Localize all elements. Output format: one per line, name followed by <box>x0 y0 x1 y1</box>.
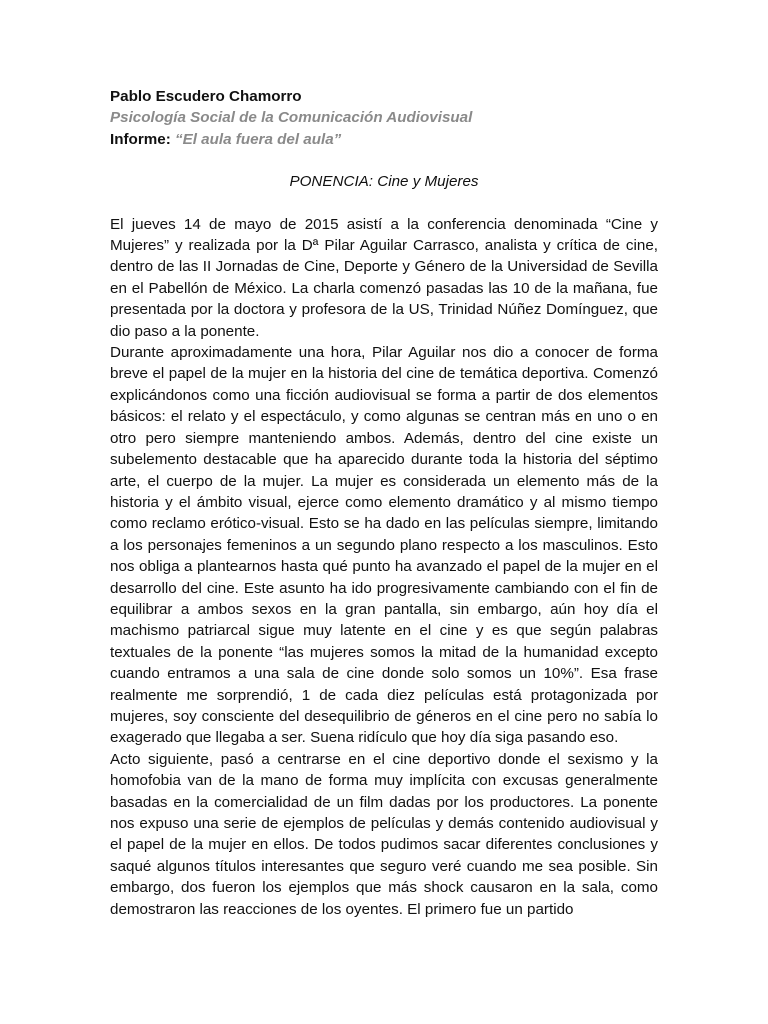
paragraph-1: El jueves 14 de mayo de 2015 asistí a la conferencia denominada “Cine y Mujeres” y realizada por la Dª Pilar Aguilar Carrasco, analista y crítica de cine, dentro de las II Jornadas de Cine, Deporte y Género de la Universidad de Sevilla en el Pabellón de México. La charla comenzó pasadas las 10 de la mañana, fue presentada por la doctora y profesora de la US, Trinidad Núñez Domínguez, que dio paso a la ponente. <box>110 215 658 340</box>
author-name: Pablo Escudero Chamorro <box>110 88 302 105</box>
report-line <box>110 129 658 150</box>
report-label: Informe: <box>110 130 171 148</box>
report-title: “El aula fuera del aula” <box>174 130 342 148</box>
body-text <box>110 214 658 920</box>
course-name: Psicología Social de la Comunicación Audiovisual <box>110 109 473 127</box>
section-title: PONENCIA: Cine y Mujeres <box>289 173 479 191</box>
document-content <box>110 86 658 920</box>
paragraph-2: Durante aproximadamente una hora, Pilar Aguilar nos dio a conocer de forma breve el papel de la mujer en la historia del cine de temática deportiva. Comenzó explicándonos como una ficción audiovisual se forma a partir de dos elementos básicos: el relato y el espectáculo, y como algunas se centran más en uno o en otro pero siempre manteniendo ambos. Además, dentro del cine existe un subelemento destacable que ha aparecido durante toda la historia del séptimo arte, el cuerpo de la mujer. La mujer es considerada un elemento más de la historia y el ámbito visual, ejerce como elemento dramático y al mismo tiempo como reclamo erótico-visual. Esto se ha dado en las películas siempre, limitando a los personajes femeninos a un segundo plano respecto a los masculinos. Esto nos obliga a plantearnos hasta qué punto ha avanzado el papel de la mujer en el desarrollo del cine. Este asunto ha ido progresivamente cambiando con el fin de equilibrar a ambos sexos en la gran pantalla, sin embargo, aún hoy día el machismo patriarcal sigue muy latente en el cine y es que según palabras textuales de la ponente “las mujeres somos la mitad de la humanidad excepto cuando entramos a una sala de cine donde solo somos un 10%”. Esa frase realmente me sorprendió, 1 de cada diez películas está protagonizada por mujeres, soy consciente del desequilibrio de géneros en el cine pero no sabía lo exagerado que llegaba a ser. Suena ridículo que hoy día siga pasando eso. <box>110 344 658 747</box>
paragraph-3: Acto siguiente, pasó a centrarse en el cine deportivo donde el sexismo y la homofobia van de la mano de forma muy implícita con excusas generalmente basadas en la comercialidad de un film dadas por los productores. La ponente nos expuso una serie de ejemplos de películas y demás contenido audiovisual y el papel de la mujer en ellos. De todos pudimos sacar diferentes conclusiones y saqué algunos títulos interesantes que seguro veré cuando me sea posible. Sin embargo, dos fueron los ejemplos que más shock causaron en la sala, como demostraron las reacciones de los oyentes. El primero fue un partido <box>110 750 658 918</box>
